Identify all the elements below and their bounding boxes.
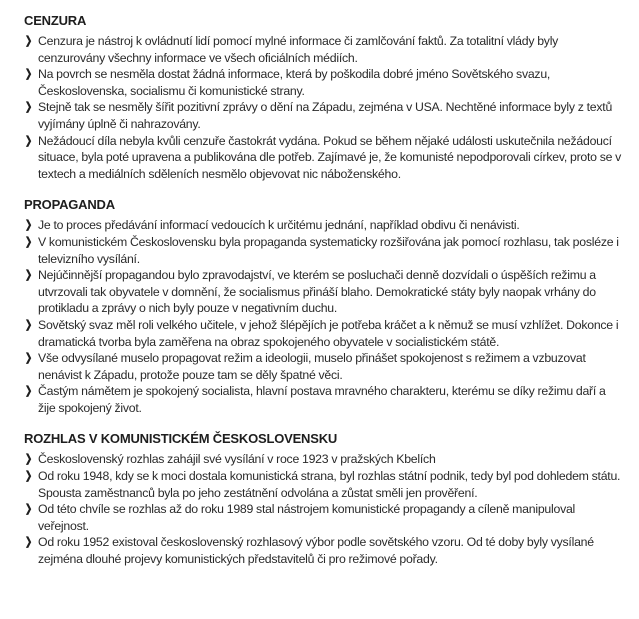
list-item-text: Od roku 1952 existoval československý rozhlasový výbor podle sovětského vzoru. Od té doby byly vysílané zejména dlouhé projevy komunistických představitelů či pro režimové pořady. [38,535,594,567]
list-item [24,99,624,132]
list-item-text: V komunistickém Československu byla propaganda systematicky rozšiřována jak pomocí rozhlasu, tak posléze i televizního vysílání. [38,234,619,266]
list-item [24,133,624,183]
list-item-text: Nejúčinnější propagandou bylo zpravodajství, ve kterém se posluchači denně dozvídali o úspěších režimu a utvrzovali tak obyvatele v domnění, že socialismus přináší blaho. Demokratické státy byly naopak vrhány do protikladu a zprávy o nich byly pouze v negativním duchu. [38,268,596,316]
chevron-right-icon: ❯ [24,318,33,331]
section-title: CENZURA [24,13,87,28]
chevron-right-icon: ❯ [24,35,33,47]
chevron-right-icon: ❯ [24,385,33,398]
section-title: ROZHLAS V KOMUNISTICKÉM ČESKOSLOVENSKU [24,431,338,447]
bullet-list [24,33,624,182]
list-item [24,350,624,383]
list-item-text: Od této chvíle se rozhlas až do roku 1989 stal nástrojem komunistické propagandy a cíleně manipuloval veřejnost. [38,502,576,533]
list-item [24,468,624,501]
chevron-right-icon: ❯ [24,134,33,147]
list-item [24,451,624,468]
section-propaganda [24,196,624,416]
list-item [24,534,624,567]
list-item-text: Sovětský svaz měl roli velkého učitele, v jehož šlépějích je potřeba kráčet a k němuž se musí vzhlížet. Dokonce i dramatická tvorba byla zaměřena na obraz spokojeného obyvatele v socialistickém státě. [38,317,619,349]
list-item [24,66,624,99]
list-item [24,317,624,350]
section-title: PROPAGANDA [24,197,115,213]
list-item-text: Cenzura je nástroj k ovládnutí lidí pomocí mylné informace či zamlčování faktů. Za totalitní vlády byly cenzurovány všechny informace ve všech oficiálních médiích. [38,34,559,65]
list-item [24,234,624,267]
chevron-right-icon: ❯ [24,101,33,114]
list-item-text: Je to proces předávání informací vedoucích k určitému jednání, například obdivu či nenávisti. [38,218,520,233]
chevron-right-icon: ❯ [24,235,33,248]
list-item-text: Československý rozhlas zahájil své vysílání v roce 1923 v pražských Kbelích [38,452,436,467]
list-item [24,33,624,66]
list-item-text: Častým námětem je spokojený socialista, hlavní postava mravného charakteru, kterému se díky režimu daří a žije spokojený život. [38,384,606,415]
list-item-text: Od roku 1948, kdy se k moci dostala komunistická strana, byl rozhlas státní podnik, tedy byl pod dohledem státu. Spousta zaměstnanců byla po jeho zestátnění odvolána a zůstat směli jen prověření. [38,469,621,500]
list-item-text: Vše odvysílané muselo propagovat režim a ideologii, muselo přinášet spokojenost s režimem a vzbuzovat nenávist k Západu, protože pouze tam se děly špatné věci. [38,351,586,382]
chevron-right-icon: ❯ [24,68,33,81]
list-item [24,267,624,317]
chevron-right-icon: ❯ [24,453,33,466]
list-item [24,501,624,534]
chevron-right-icon: ❯ [24,269,33,282]
section-cenzura [24,12,624,182]
list-item [24,217,624,234]
chevron-right-icon: ❯ [24,352,33,365]
list-item-text: Stejně tak se nesměly šířit pozitivní zprávy o dění na Západu, zejména v USA. Nechtěné informace byly z textů vyjímány úplně či nahrazovány. [38,100,613,131]
list-item-text: Na povrch se nesměla dostat žádná informace, která by poškodila dobré jméno Sovětského svazu, Československa, socialismu či komunistické strany. [38,67,551,98]
list-item-text: Nežádoucí díla nebyla kvůli cenzuře častokrát vydána. Pokud se během nějaké události uskutečnila nežádoucí situace, byla poté upravena a publikována dle potřeb. Zajímavé je, že komunisté nepodporovali církev, proto se v textech a mediálních sděleních nesmělo objevovat nic náboženského. [38,133,622,181]
bullet-list [24,217,624,416]
list-item [24,383,624,416]
bullet-list [24,451,624,567]
chevron-right-icon: ❯ [24,536,33,549]
section-rozhlas [24,430,624,567]
chevron-right-icon: ❯ [24,470,33,483]
chevron-right-icon: ❯ [24,219,33,232]
chevron-right-icon: ❯ [24,503,33,516]
